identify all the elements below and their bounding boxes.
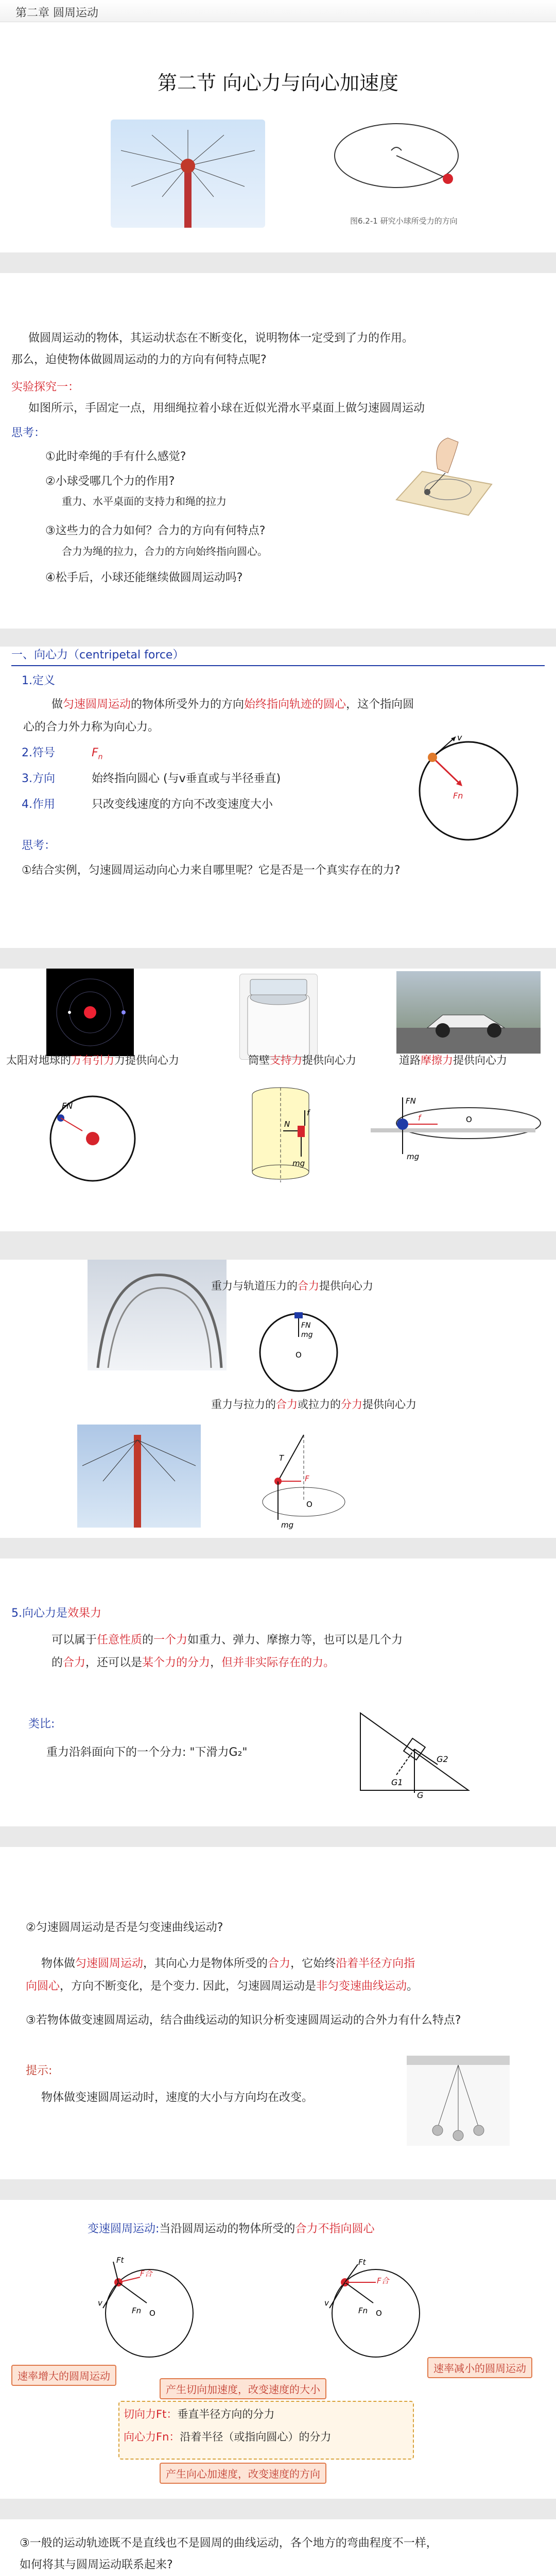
line-part: 合力 bbox=[63, 1656, 86, 1669]
race-car-image bbox=[396, 971, 541, 1054]
fn-label: Fn bbox=[132, 2306, 142, 2315]
hand-ball-table-figure bbox=[391, 428, 494, 526]
incline-diagram bbox=[350, 1692, 474, 1801]
speed-up-tag: 速率增大的圆周运动 bbox=[11, 2365, 116, 2386]
line-part: ，它始终 bbox=[290, 1957, 336, 1970]
text-part: 提供向心力 bbox=[319, 1280, 373, 1292]
force-label: Fn bbox=[453, 791, 463, 801]
line-part: 一个力 bbox=[153, 1634, 188, 1647]
title-part: 当沿圆周运动的物体所受的 bbox=[159, 2223, 296, 2235]
direction-value: 始终指向圆心 (与v垂直或与半径垂直) bbox=[92, 772, 281, 785]
analogy-label: 类比: bbox=[28, 1718, 55, 1731]
line-part: 但并非实际存在的力。 bbox=[221, 1656, 335, 1669]
orbit-diagram bbox=[46, 1092, 139, 1185]
tangential-effect: 产生切向加速度，改变速度的大小 bbox=[160, 2378, 326, 2399]
text-swing bbox=[211, 1396, 416, 1413]
line-part: 非匀变速曲线运动 bbox=[316, 1980, 407, 1993]
fn-label: FN bbox=[301, 1321, 311, 1330]
think-label: 思考： bbox=[11, 427, 46, 439]
slow-down-tag: 速率减小的圆周运动 bbox=[427, 2357, 532, 2378]
question: ①结合实例，匀速圆周运动向心力来自哪里呢？它是否是一个真实存在的力? bbox=[22, 864, 401, 877]
line-part: 匀速圆周运动 bbox=[75, 1957, 144, 1970]
hint-label: 提示: bbox=[26, 2064, 53, 2077]
speed-up-diagram bbox=[82, 2257, 206, 2360]
separator bbox=[0, 1231, 556, 1260]
question-2: ②小球受哪几个力的作用? bbox=[45, 475, 175, 488]
line-part: 物体做 bbox=[41, 1957, 76, 1970]
caption-part: 太阳对地球的 bbox=[6, 1054, 71, 1066]
effect-heading bbox=[11, 1605, 101, 1622]
separator bbox=[0, 1538, 556, 1558]
think-label: 思考： bbox=[22, 839, 56, 852]
fn-label: FN bbox=[62, 1101, 73, 1111]
pendulum-image bbox=[407, 2056, 510, 2146]
slide-definition bbox=[0, 647, 556, 948]
effect-line-2 bbox=[51, 1654, 335, 1672]
answer-3: 合力为绳的拉力，合力的方向始终指向圆心。 bbox=[62, 545, 268, 557]
car-turn-diagram bbox=[371, 1092, 546, 1180]
question-3: ③这些力的合力如何？合力的方向有何特点? bbox=[45, 524, 266, 537]
line-part: ，方向不断变化，是个变力. 因此，匀速圆周运动是 bbox=[60, 1980, 317, 1993]
separator bbox=[0, 252, 556, 273]
caption-part: 支持力 bbox=[270, 1054, 302, 1066]
chapter-label: 第二章 圆周运动 bbox=[15, 7, 98, 20]
effect-value: 只改变线速度的方向不改变速度大小 bbox=[92, 798, 273, 811]
caption-drum bbox=[248, 1052, 356, 1069]
chapter-header bbox=[0, 0, 556, 22]
v-label: v bbox=[324, 2298, 329, 2308]
slide-experiment bbox=[0, 273, 556, 629]
effect-label: 4.作用 bbox=[22, 798, 55, 811]
loop-diagram bbox=[252, 1301, 345, 1394]
question-3: ③若物体做变速圆周运动，结合曲线运动的知识分析变速圆周运动的合外力有什么特点? bbox=[26, 2014, 461, 2027]
slide-title bbox=[0, 0, 556, 252]
variable-title bbox=[88, 2221, 374, 2238]
question-4: ④松手后，小球还能继续做圆周运动吗? bbox=[45, 571, 243, 584]
hint-text: 物体做变速圆周运动时，速度的大小与方向均在改变。 bbox=[41, 2091, 314, 2104]
center-label: O bbox=[149, 2309, 155, 2318]
para-2: 那么，迫使物体做圆周运动的力的方向有何特点呢? bbox=[11, 353, 267, 366]
line-part: ，还可以是 bbox=[85, 1656, 143, 1669]
mg-label: mg bbox=[301, 1331, 313, 1339]
line-part: 如重力、弹力、摩擦力等，也可以是几个力 bbox=[187, 1634, 403, 1647]
mg-label: mg bbox=[292, 1159, 305, 1168]
line-part: 任意性质 bbox=[97, 1634, 143, 1647]
line-part: 沿着半径方向指 bbox=[336, 1957, 415, 1970]
analogy-example: 重力沿斜面向下的一个分力: "下滑力G₂" bbox=[46, 1746, 248, 1759]
swing-ride-photo bbox=[111, 120, 265, 228]
center-label: O bbox=[306, 1500, 312, 1509]
direction-label: 3.方向 bbox=[22, 772, 55, 785]
centripetal-force-diagram bbox=[412, 734, 525, 848]
text-part: 重力与拉力的 bbox=[211, 1398, 276, 1411]
slide-general-curve bbox=[0, 2519, 556, 2576]
def-part: 匀速圆周运动 bbox=[63, 698, 131, 711]
text-part: 提供向心力 bbox=[362, 1398, 416, 1411]
definition-line-2: 心的合力外力称为向心力。 bbox=[23, 721, 160, 734]
def-part: ，这个指向圆 bbox=[346, 698, 414, 711]
washing-machine-image bbox=[239, 974, 318, 1060]
separator bbox=[0, 1826, 556, 1847]
line-part: 切向力Ft： bbox=[124, 2408, 178, 2420]
tangential-line bbox=[124, 2406, 274, 2423]
mg-label: mg bbox=[407, 1152, 420, 1161]
n-label: N bbox=[284, 1120, 290, 1129]
definition-line-1 bbox=[51, 696, 414, 714]
centripetal-line bbox=[124, 2429, 331, 2446]
question-1: ①此时牵绳的手有什么感觉? bbox=[45, 450, 186, 463]
fn-label: Fn bbox=[358, 2306, 368, 2315]
line-part: 向心力Fn： bbox=[124, 2431, 180, 2443]
heading-part: 效果力 bbox=[67, 1607, 102, 1620]
fn-label: FN bbox=[406, 1096, 416, 1106]
v-label: v bbox=[98, 2298, 102, 2308]
line-part: ， bbox=[210, 1656, 222, 1669]
question-3-line-2: 如何将其与圆周运动联系起来? bbox=[20, 2558, 173, 2571]
line-part: 向圆心 bbox=[26, 1980, 60, 1993]
line-part: ，其向心力是物体所受的 bbox=[143, 1957, 268, 1970]
g-label: G bbox=[417, 1790, 424, 1800]
line-part: 的 bbox=[51, 1656, 63, 1669]
section-heading: 一、向心力（centripetal force） bbox=[11, 649, 184, 662]
caption-part: 摩擦力 bbox=[421, 1054, 453, 1066]
slide-variable-motion bbox=[0, 2200, 556, 2499]
line-part: 可以属于 bbox=[51, 1634, 97, 1647]
slide-uniform-motion bbox=[0, 1847, 556, 2179]
velocity-label: v bbox=[457, 734, 462, 742]
title-part: 合力不指向圆心 bbox=[295, 2223, 375, 2235]
centripetal-effect: 产生向心加速度，改变速度的方向 bbox=[160, 2463, 326, 2484]
effect-line-1 bbox=[51, 1632, 403, 1649]
figure-caption: 图6.2-1 研究小球所受力的方向 bbox=[350, 216, 458, 226]
f-label: f bbox=[418, 1113, 421, 1123]
text-part: 合力 bbox=[276, 1398, 298, 1411]
experiment-title: 实验探究一： bbox=[11, 381, 80, 394]
swing-ride-photo-2 bbox=[77, 1425, 201, 1528]
center-label: O bbox=[376, 2309, 382, 2318]
line-part: 某个力的分力 bbox=[142, 1656, 211, 1669]
question-2: ②匀速圆周运动是否是匀变速曲线运动? bbox=[26, 1921, 223, 1934]
experiment-text: 如图所示，手固定一点，用细绳拉着小球在近似光滑水平桌面上做匀速圆周运动 bbox=[28, 402, 425, 415]
page-title: 第二节 向心力与向心加速度 bbox=[157, 72, 399, 94]
heading-part: 5.向心力是 bbox=[11, 1607, 67, 1620]
slide-effect-force bbox=[0, 1558, 556, 1826]
caption-part: 提供向心力 bbox=[302, 1054, 356, 1066]
caption-road bbox=[399, 1052, 507, 1069]
heading-underline bbox=[11, 665, 545, 666]
center-label: O bbox=[296, 1350, 302, 1360]
ball-on-string-figure bbox=[329, 120, 463, 202]
mg-label: mg bbox=[281, 1520, 294, 1530]
fhe-label: F合 bbox=[140, 2269, 152, 2278]
slide-examples bbox=[0, 969, 556, 1231]
title-part: 变速圆周运动: bbox=[88, 2223, 160, 2235]
answer-2: 重力、水平桌面的支持力和绳的拉力 bbox=[62, 495, 227, 507]
f-label: F bbox=[305, 1474, 309, 1483]
g2-label: G2 bbox=[437, 1754, 448, 1764]
text-part: 分力 bbox=[341, 1398, 362, 1411]
separator bbox=[0, 2499, 556, 2519]
text-roller-coaster bbox=[211, 1278, 373, 1295]
ft-label: Ft bbox=[116, 2257, 124, 2265]
center-label: O bbox=[466, 1115, 472, 1124]
def-part: 始终指向轨迹的圆心 bbox=[244, 698, 346, 711]
slow-down-diagram bbox=[309, 2257, 432, 2360]
ft-label: Ft bbox=[358, 2258, 366, 2267]
line-part: 合力 bbox=[268, 1957, 291, 1970]
fhe-label: F合 bbox=[377, 2276, 389, 2285]
g1-label: G1 bbox=[391, 1777, 403, 1787]
def-title: 1.定义 bbox=[22, 674, 55, 687]
def-part: 的物体所受外力的方向 bbox=[131, 698, 245, 711]
caption-part: 提供向心力 bbox=[453, 1054, 507, 1066]
line-part: 的 bbox=[142, 1634, 154, 1647]
para-1: 做圆周运动的物体，其运动状态在不断变化，说明物体一定受到了力的作用。 bbox=[28, 332, 414, 345]
caption-part: 万有引力 bbox=[71, 1054, 114, 1066]
symbol-label: 2.符号 bbox=[22, 747, 55, 759]
caption-part: 力提供向心力 bbox=[114, 1054, 179, 1066]
question-3-line-1: ③一般的运动轨迹既不是直线也不是圆周的曲线运动，各个地方的弯曲程度不一样， bbox=[20, 2537, 438, 2550]
slide-examples-2 bbox=[0, 1260, 556, 1538]
explain-line-1 bbox=[41, 1955, 415, 1973]
line-part: 。 bbox=[407, 1980, 419, 1993]
caption-part: 道路 bbox=[399, 1054, 421, 1066]
conical-pendulum-diagram bbox=[247, 1430, 360, 1533]
f-label: f bbox=[307, 1108, 310, 1117]
text-part: 或拉力的 bbox=[298, 1398, 341, 1411]
line-part: 沿着半径（或指向圆心）的分力 bbox=[180, 2431, 332, 2443]
separator bbox=[0, 2179, 556, 2200]
text-part: 重力与轨道压力的 bbox=[211, 1280, 298, 1292]
text-part: 合力 bbox=[298, 1280, 319, 1292]
line-part: 垂直半径方向的分力 bbox=[177, 2408, 275, 2420]
caption-sun bbox=[6, 1052, 179, 1069]
symbol-value: $F_n$ bbox=[92, 747, 103, 761]
def-part: 做 bbox=[51, 698, 63, 711]
caption-part: 筒壁 bbox=[248, 1054, 270, 1066]
drum-diagram bbox=[242, 1084, 319, 1188]
explain-line-2 bbox=[26, 1978, 418, 1995]
separator bbox=[0, 629, 556, 647]
t-label: T bbox=[279, 1453, 284, 1463]
roller-coaster-image bbox=[88, 1260, 227, 1370]
separator bbox=[0, 948, 556, 969]
solar-system-image bbox=[46, 969, 134, 1056]
